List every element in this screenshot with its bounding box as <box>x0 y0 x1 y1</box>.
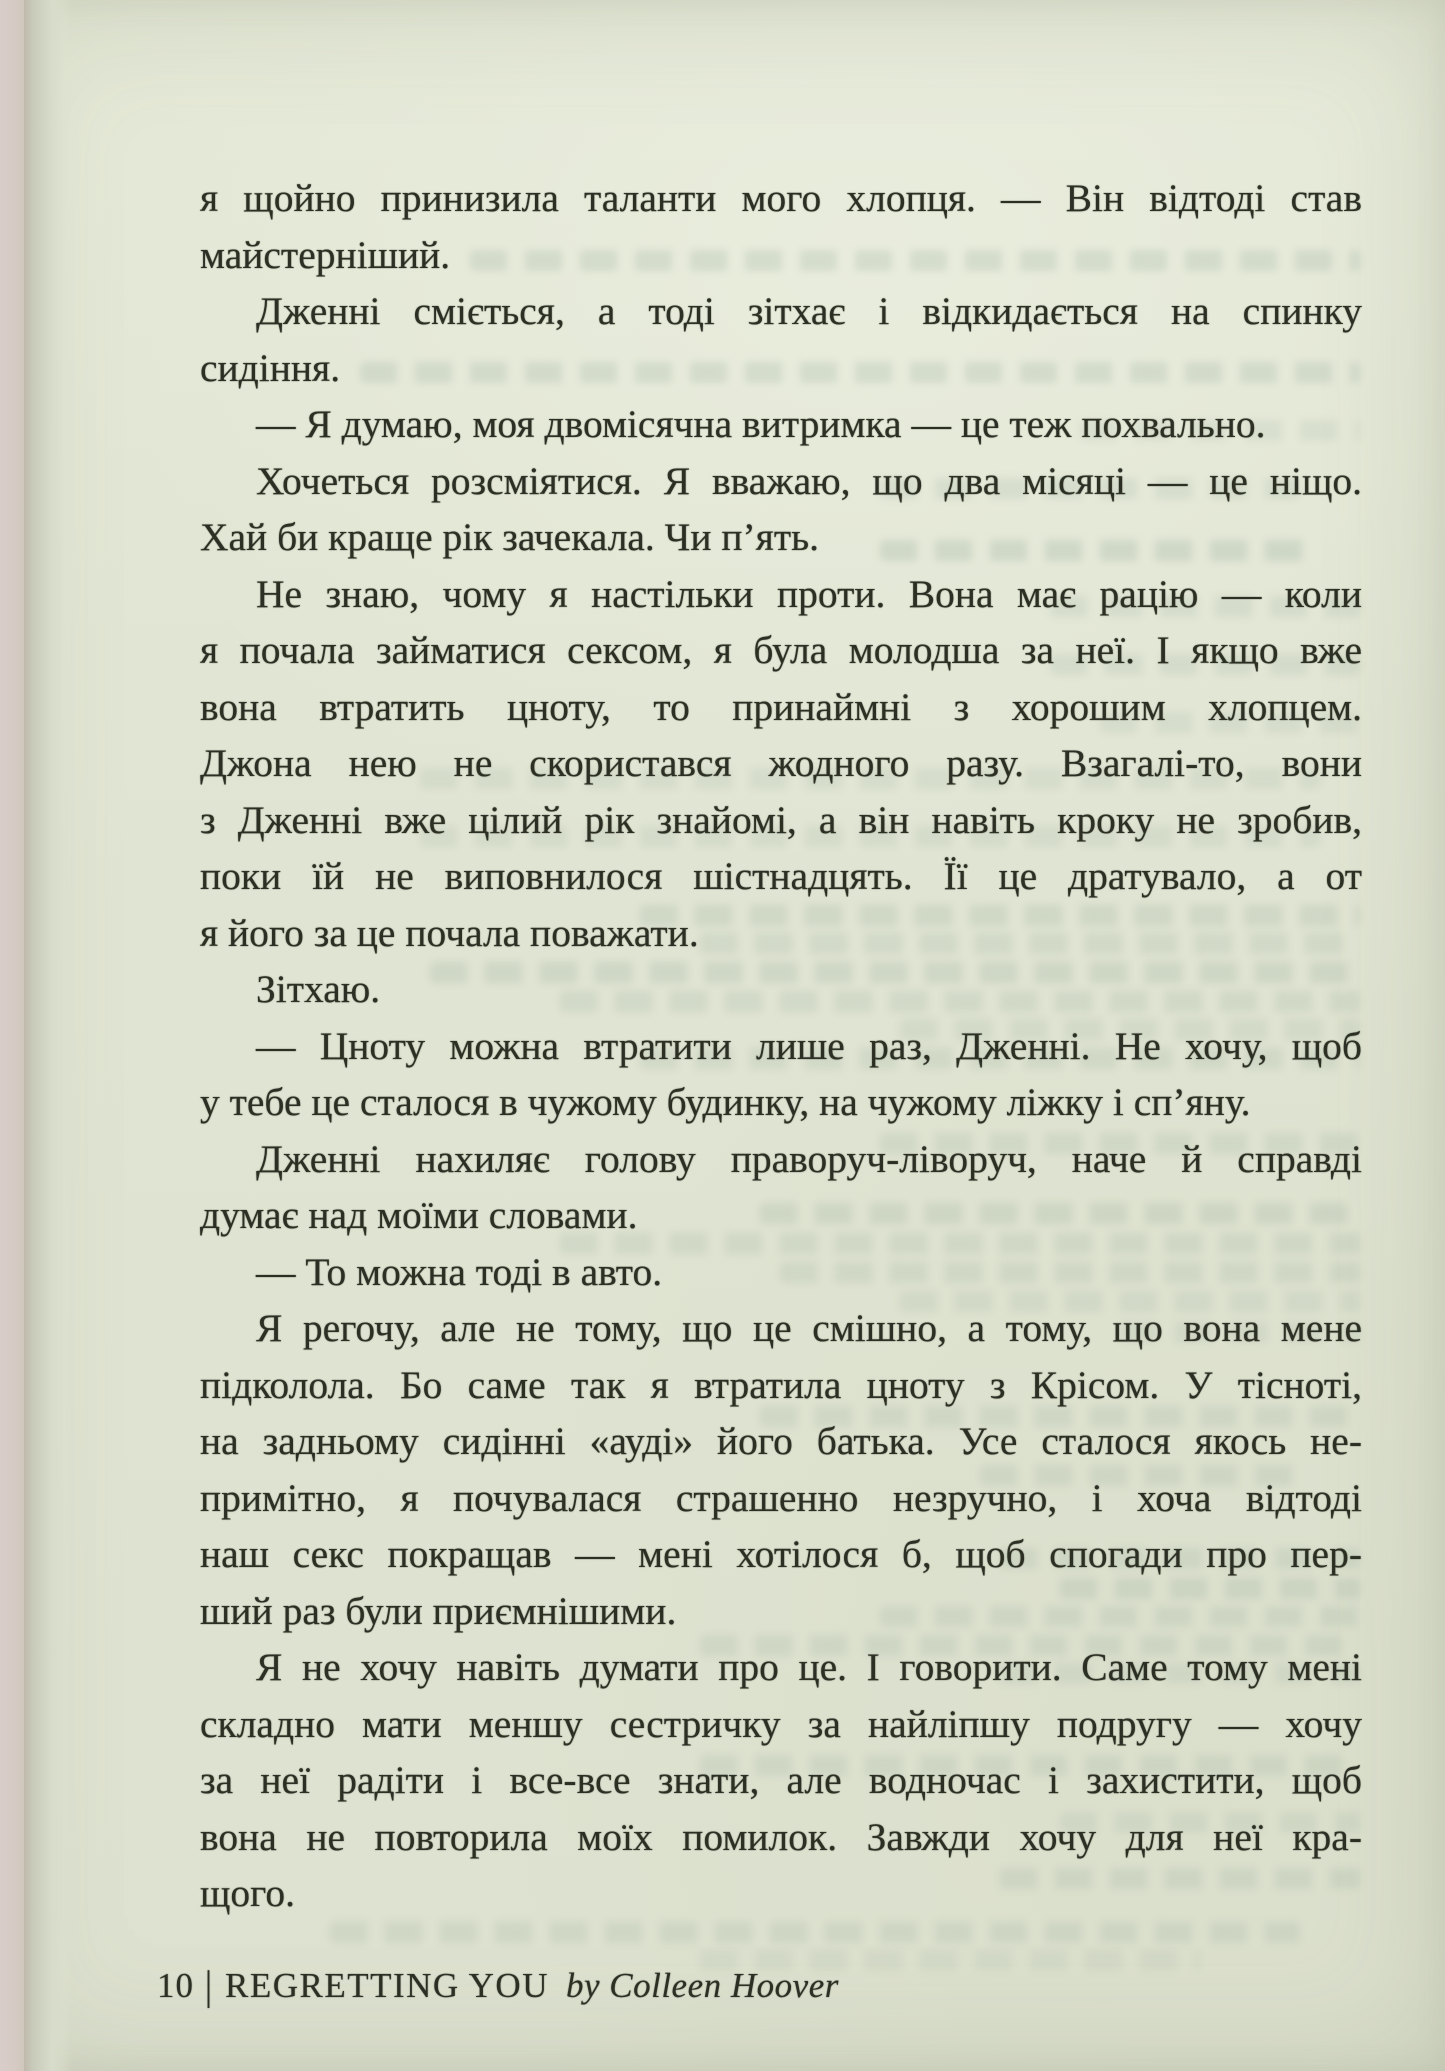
text-line: примітно, я почувалася страшенно незручно, і хоча відтоді <box>200 1475 1362 1520</box>
book-author-byline: by Colleen Hoover <box>565 1966 839 2005</box>
text-line: щого. <box>200 1871 296 1915</box>
text-line: Я не хочу навіть думати про це. І говорити. Саме тому мені <box>256 1645 1362 1689</box>
text-line: за неї радіти і все-все знати, але водночас і захистити, щоб <box>200 1758 1362 1802</box>
text-line: думає над моїми словами. <box>200 1193 638 1237</box>
text-line: вона не повторила моїх помилок. Завжди хочу для неї кра- <box>200 1814 1362 1859</box>
text-line: підколола. Бо саме так я втратила цноту з Крісом. У тісноті, <box>200 1362 1362 1407</box>
text-line: я щойно принизила таланти мого хлопця. — Він відтоді став <box>200 176 1362 220</box>
text-line: Зітхаю. <box>256 967 381 1011</box>
body-text <box>200 170 1362 1922</box>
page-gutter-shadow <box>24 0 64 2071</box>
text-line: вона втратить цноту, то принаймні з хорошим хлопцем. <box>200 684 1362 729</box>
text-line: з Дженні вже цілий рік знайомі, а він навіть кроку не зробив, <box>200 797 1362 842</box>
text-line: складно мати меншу сестричку за найліпшу подругу — хочу <box>200 1701 1362 1746</box>
text-line: на задньому сидінні «ауді» його батька. Усе сталося якось не- <box>200 1419 1362 1463</box>
text-line: майстерніший. <box>200 232 451 277</box>
text-line: я його за це почала поважати. <box>200 910 699 955</box>
text-line: у тебе це сталося в чужому будинку, на чужому ліжку і сп’яну. <box>200 1080 1251 1124</box>
page-footer <box>157 1963 839 2009</box>
text-line: Не знаю, чому я настільки проти. Вона має рацію — коли <box>256 571 1362 616</box>
page-number: 10 <box>157 1966 194 2005</box>
text-line: наш секс покращав — мені хотілося б, щоб спогади про пер- <box>200 1532 1362 1576</box>
book-title: REGRETTING YOU <box>225 1966 549 2005</box>
bleed-ghost-line <box>330 1922 1300 1943</box>
text-line: Дженні сміється, а тоді зітхає і відкидається на спинку <box>256 289 1362 333</box>
text-line: Хочеться розсміятися. Я вважаю, що два місяці — це ніщо. <box>256 458 1362 503</box>
text-line: — Я думаю, моя двомісячна витримка — це теж похвально. <box>256 402 1266 446</box>
text-line: ший раз були приємнішими. <box>200 1588 677 1633</box>
text-line: — То можна тоді в авто. <box>256 1249 663 1294</box>
text-line: Я регочу, але не тому, що це смішно, а тому, що вона мене <box>256 1306 1362 1350</box>
text-line: Дженні нахиляє голову праворуч-ліворуч, наче й справді <box>256 1136 1362 1181</box>
text-line: поки їй не виповнилося шістнадцять. Її це дратувало, а от <box>200 854 1362 898</box>
text-line: Джона нею не скористався жодного разу. Взагалі-то, вони <box>200 741 1362 785</box>
footer-separator: | <box>205 1962 213 2009</box>
text-line: я почала займатися сексом, я була молодша за неї. І якщо вже <box>200 628 1362 672</box>
text-line: Хай би краще рік зачекала. Чи п’ять. <box>200 515 819 559</box>
text-line: — Цноту можна втратити лише раз, Дженні. Не хочу, щоб <box>256 1023 1362 1068</box>
text-line: сидіння. <box>200 345 341 390</box>
